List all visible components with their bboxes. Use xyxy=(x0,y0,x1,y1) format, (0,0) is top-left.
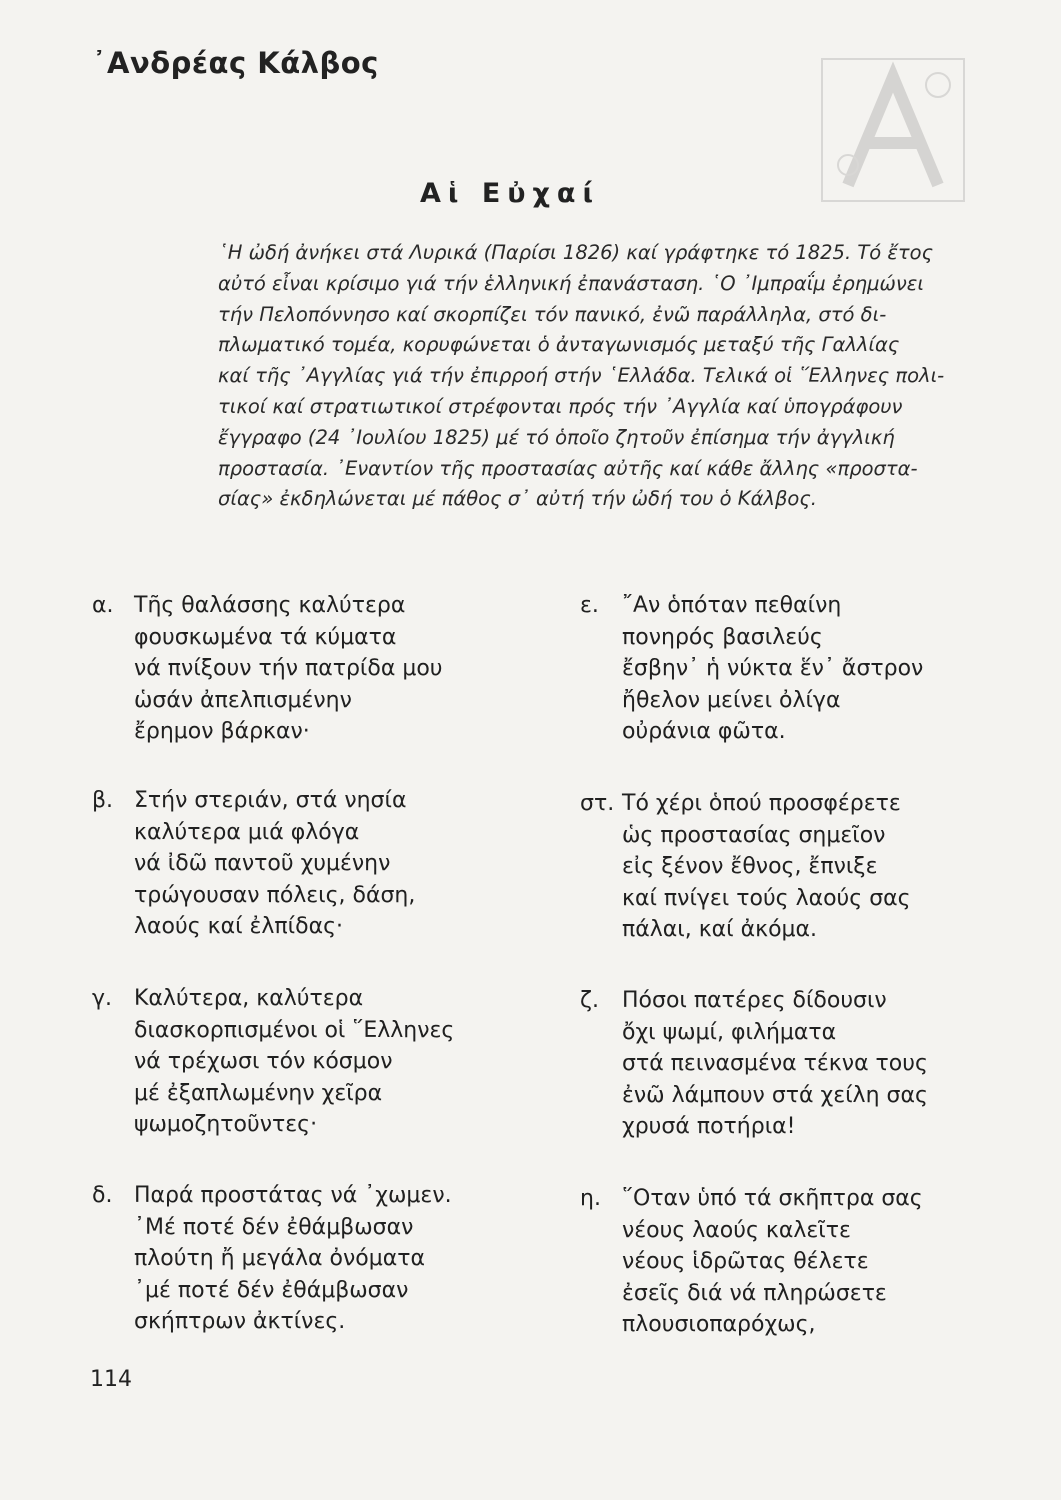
verse-line: σκήπτρων ἀκτίνες. xyxy=(134,1309,346,1334)
verse-line: φουσκωμένα τά κύματα xyxy=(134,624,397,650)
verse-line: ἐσεῖς διά νά πληρώσετε xyxy=(622,1280,887,1306)
verse-line: ῞Οταν ὑπό τά σκῆπτρα σας xyxy=(622,1186,923,1211)
verse-line: στά πεινασμένα τέκνα τους xyxy=(622,1051,928,1076)
verse-line: διασκορπισμένοι οἱ ῞Ελληνες xyxy=(134,1017,455,1043)
poem-title: Αἱ Εὐχαί xyxy=(420,178,600,209)
stanza-label: στ. xyxy=(580,791,615,816)
intro-line: ῾Η ὠδή ἀνήκει στά Λυρικά (Παρίσι 1826) καί γράφτηκε τό 1825. Τό ἔτος xyxy=(218,241,934,264)
verse-line: πλουσιοπαρόχως, xyxy=(622,1312,816,1337)
stanza-label: α. xyxy=(92,593,114,618)
verse-line: ὡς προστασίας σημεῖον xyxy=(622,822,886,848)
verse-line: λαούς καί ἐλπίδας· xyxy=(134,914,343,939)
verse-line: πλούτη ἤ μεγάλα ὀνόματα xyxy=(134,1246,425,1271)
verse-line: οὐράνια φῶτα. xyxy=(622,719,786,744)
verse-line: ᾿Μέ ποτέ δέν ἐθάμβωσαν xyxy=(134,1214,414,1240)
verse-line: Τῆς θαλάσσης καλύτερα xyxy=(134,593,406,618)
verse-line: νέους ἱδρῶτας θέλετε xyxy=(622,1249,869,1274)
verse-line: ἐνῶ λάμπουν στά χείλη σας xyxy=(622,1082,928,1108)
author-name: ᾿Ανδρέας Κάλβος xyxy=(92,46,379,80)
intro-line: τήν Πελοπόννησο καί σκορπίζει τόν πανικό, ἐνῶ παράλληλα, στό δι- xyxy=(218,302,887,326)
intro-line: αὐτό εἶναι κρίσιμο γιά τήν ἑλληνική ἐπανάσταση. ῾Ο ᾿Ιμπραΐμ ἐρημώνει xyxy=(218,271,924,295)
verse-line: Τό χέρι ὁπού προσφέρετε xyxy=(622,791,901,816)
verse-line: Στήν στεριάν, στά νησία xyxy=(134,788,407,813)
intro-paragraph xyxy=(218,238,968,515)
verse-line: ὄχι ψωμί, φιλήματα xyxy=(622,1019,837,1045)
page-number: 114 xyxy=(90,1367,132,1392)
verse-line: ψωμοζητοῦντες· xyxy=(134,1112,318,1137)
verse-line: νέους λαούς καλεῖτε xyxy=(622,1217,851,1243)
verse-line: Πόσοι πατέρες δίδουσιν xyxy=(622,988,887,1013)
stanza-label: δ. xyxy=(92,1183,113,1208)
verse-line: καί πνίγει τούς λαούς σας xyxy=(622,885,911,911)
verse-line: νά τρέχωσι τόν κόσμον xyxy=(134,1049,393,1074)
verse-line: μέ ἐξαπλωμένην χεῖρα xyxy=(134,1080,383,1106)
stanza-label: η. xyxy=(580,1186,601,1211)
verse-line: χρυσά ποτήρια! xyxy=(622,1114,796,1139)
intro-line: πλωματικό τομέα, κορυφώνεται ὁ ἀνταγωνισμός μεταξύ τῆς Γαλλίας xyxy=(218,333,900,357)
intro-line: τικοί καί στρατιωτικοί στρέφονται πρός τήν ᾿Αγγλία καί ὑπογράφουν xyxy=(218,394,903,418)
intro-line: προστασία. ᾿Εναντίον τῆς προστασίας αὐτῆς καί κάθε ἄλλης «προστα- xyxy=(218,456,918,480)
verse-line: Καλύτερα, καλύτερα xyxy=(134,986,364,1011)
verse-line: ῎Αν ὁπόταν πεθαίνη xyxy=(622,593,842,618)
verse-line: ἤθελον μείνει ὀλίγα xyxy=(622,687,841,713)
verse-line: πάλαι, καί ἀκόμα. xyxy=(622,917,818,942)
verse-line: πονηρός βασιλεύς xyxy=(622,624,823,650)
verse-line: καλύτερα μιά φλόγα xyxy=(134,819,360,845)
stanza-label: ε. xyxy=(580,593,599,618)
intro-line: καί τῆς ᾿Αγγλίας γιά τήν ἐπιρροή στήν ῾Ελλάδα. Τελικά οἱ ῞Ελληνες πολι- xyxy=(218,364,945,388)
stanza-label: ζ. xyxy=(580,988,599,1013)
intro-line: ἔγγραφο (24 ᾿Ιουλίου 1825) μέ τό ὁποῖο ζητοῦν ἐπίσημα τήν ἀγγλική xyxy=(218,425,895,449)
decorative-letter-ornament xyxy=(818,55,968,205)
verse-line: ᾿μέ ποτέ δέν ἐθάμβωσαν xyxy=(134,1277,409,1303)
verse-line: τρώγουσαν πόλεις, δάση, xyxy=(134,882,416,908)
verse-line: ἔρημον βάρκαν· xyxy=(134,719,310,744)
stanza-label: β. xyxy=(92,788,114,813)
intro-line: σίας» ἐκδηλώνεται μέ πάθος σ᾿ αὐτή τήν ὠδή του ὁ Κάλβος. xyxy=(218,487,817,511)
verse-line: ὡσάν ἀπελπισμένην xyxy=(134,687,352,713)
verse-line: εἰς ξένον ἔθνος, ἔπνιξε xyxy=(622,854,878,879)
stanza-label: γ. xyxy=(92,986,113,1011)
verse-line: Παρά προστάτας νά ᾿χωμεν. xyxy=(134,1183,452,1208)
verse-line: ἔσβην᾿ ἡ νύκτα ἕν᾿ ἄστρον xyxy=(622,656,924,681)
verse-line: νά πνίξουν τήν πατρίδα μου xyxy=(134,656,443,681)
verse-line: νά ἰδῶ παντοῦ χυμένην xyxy=(134,851,391,876)
